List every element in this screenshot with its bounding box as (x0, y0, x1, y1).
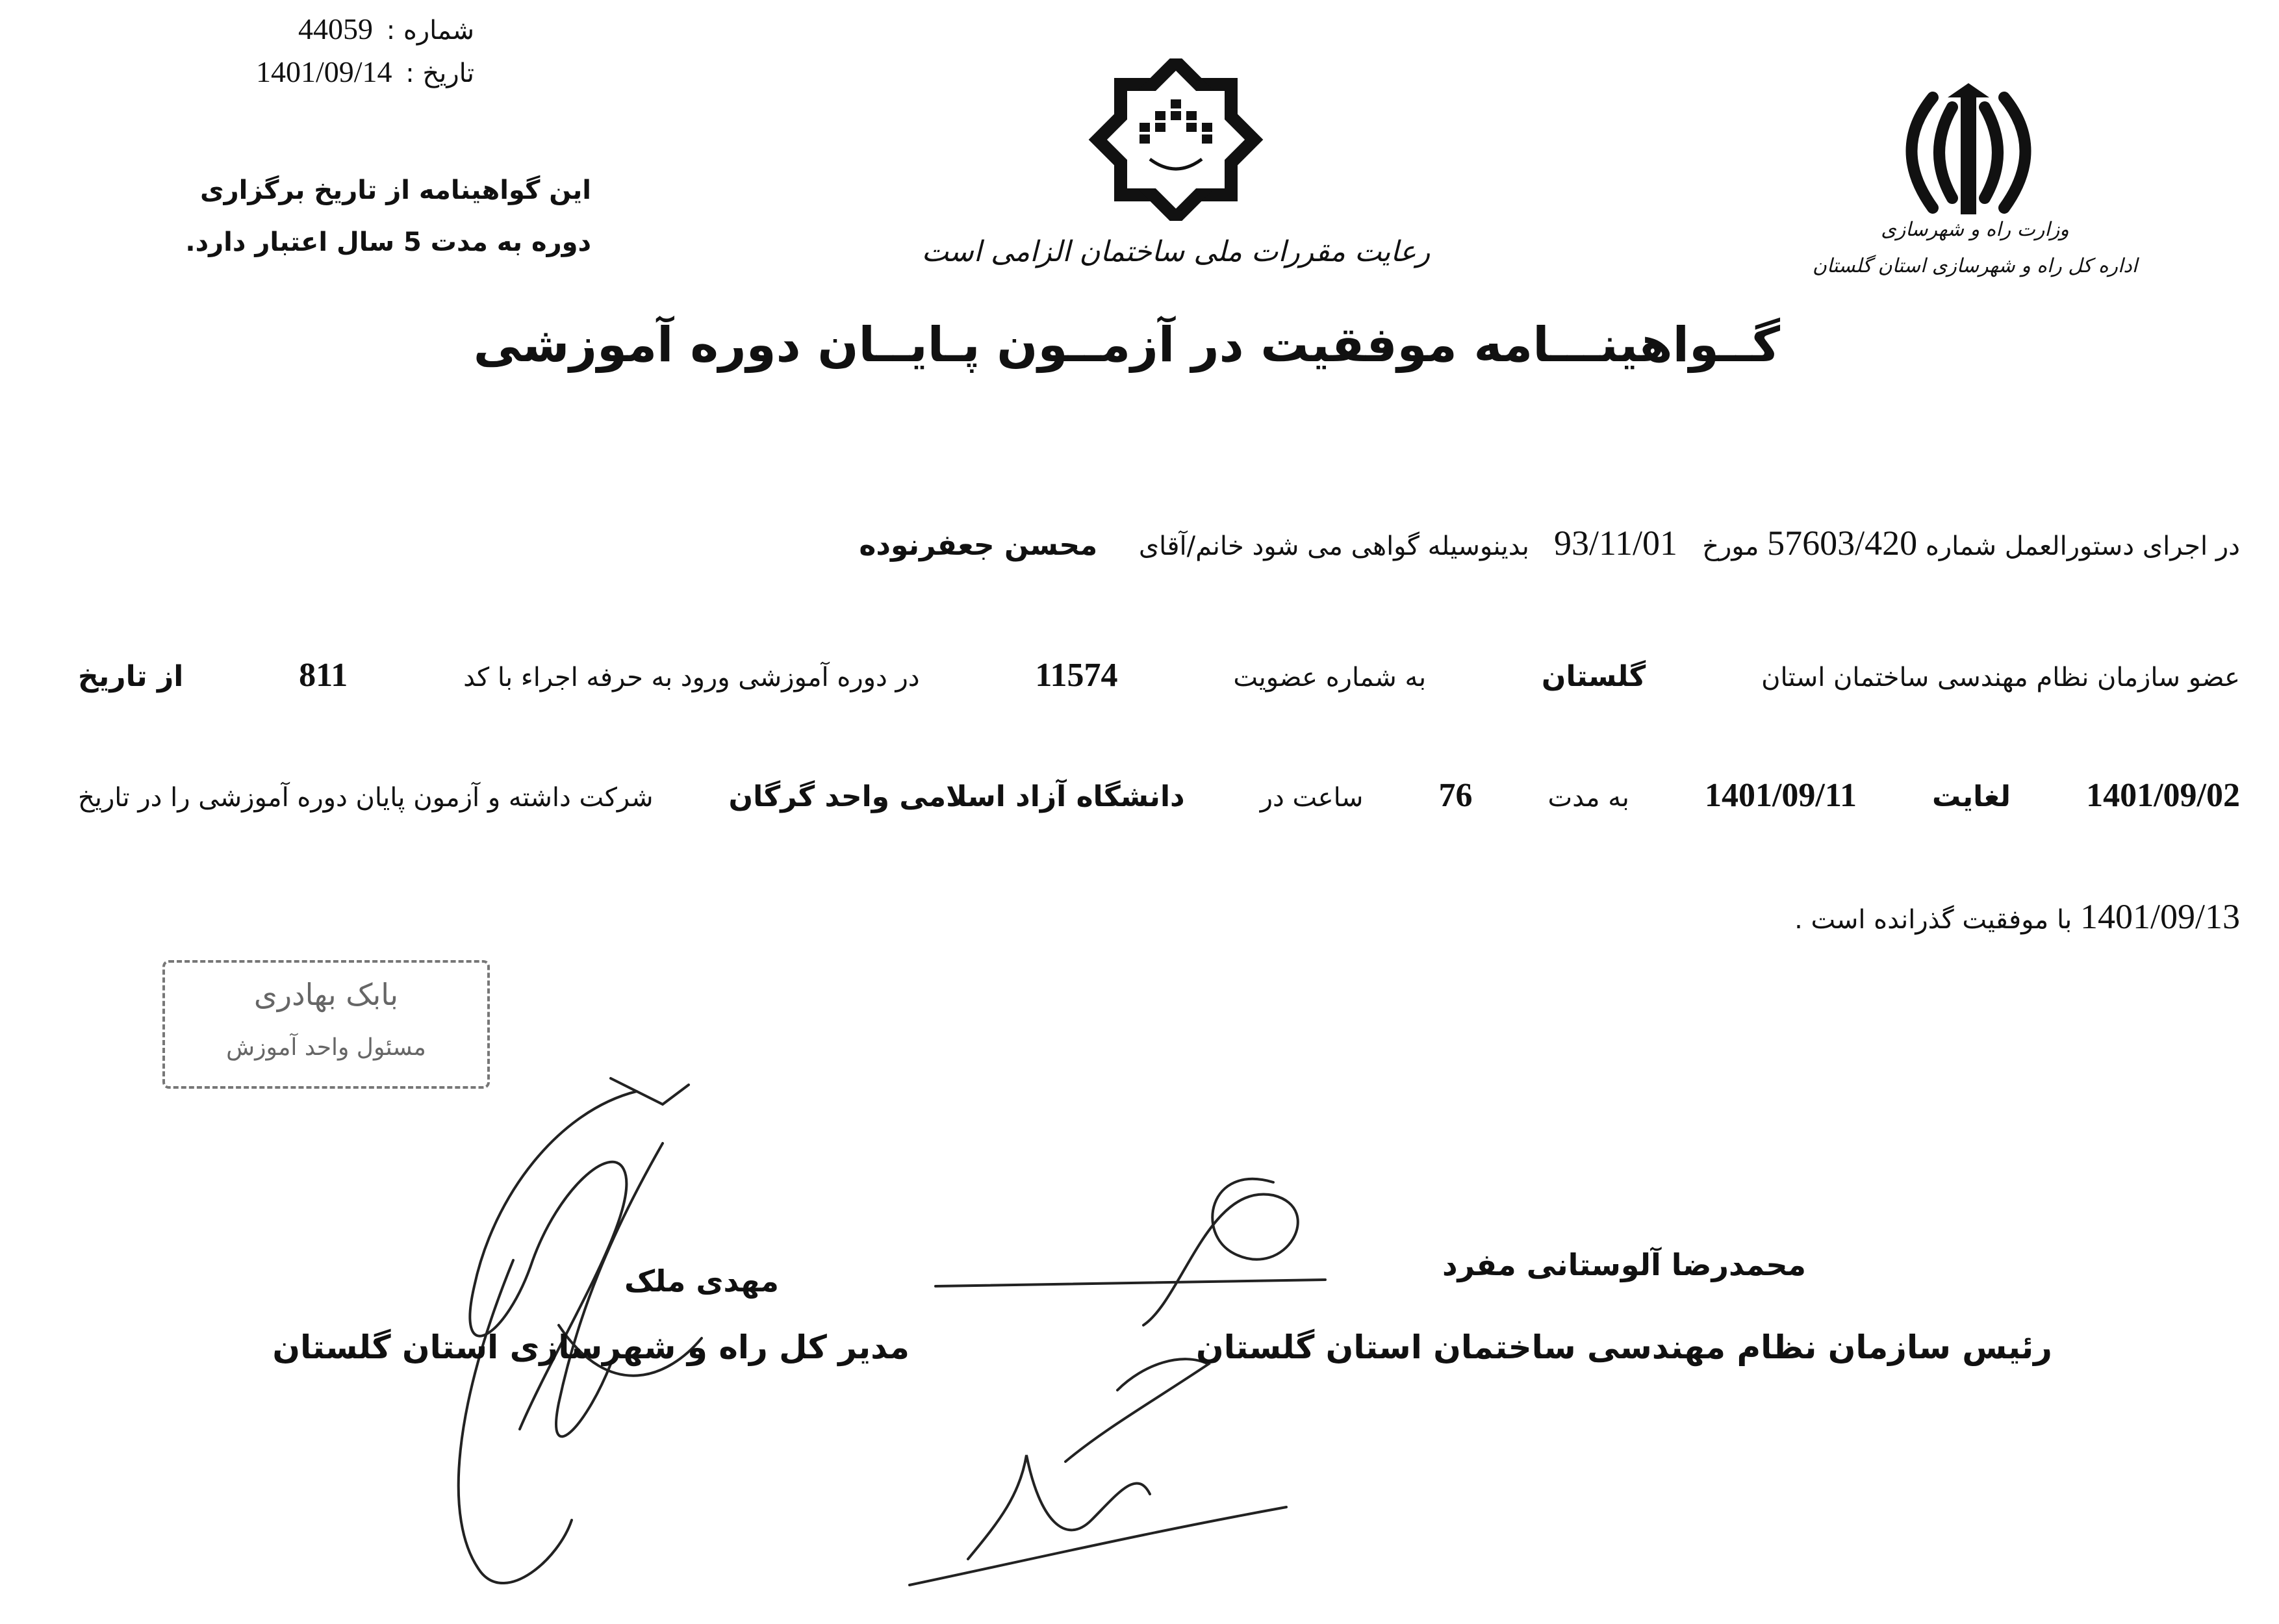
emblem-caption: رعایت مقررات ملی ساختمان الزامی است (921, 235, 1431, 268)
line3-text-a: لغایت (1932, 780, 2011, 813)
holder-name: محسن جعفرنوده (859, 529, 1098, 562)
line1-text-b: مورخ (1702, 531, 1759, 561)
number-label: شماره : (386, 16, 474, 45)
line3-text-b: به مدت (1547, 783, 1629, 813)
letter-number (286, 12, 474, 46)
institute-name: دانشگاه آزاد اسلامی واحد گرگان (728, 780, 1185, 813)
left-signatory-title: مدیر کل راه و شهرسازی استان گلستان (272, 1328, 910, 1366)
body-line-4 (1169, 896, 2240, 937)
star-emblem-icon (1065, 58, 1286, 221)
line2-text-d: از تاریخ (78, 660, 184, 693)
course-hours: 76 (1438, 777, 1473, 814)
body-line-3 (78, 776, 2240, 815)
number-value: 44059 (298, 12, 373, 45)
course-end-date: 1401/09/11 (1704, 777, 1857, 814)
course-code: 811 (299, 657, 348, 694)
directive-number: 57603/420 (1767, 524, 1918, 563)
line2-text-a: عضو سازمان نظام مهندسی ساختمان استان (1761, 663, 2240, 692)
stamp-line1: بابک بهادری (253, 977, 399, 1012)
ministry-line2: اداره کل راه و شهرسازی استان گلستان (1812, 255, 2138, 277)
validity-note-line1: این گواهینامه از تاریخ برگزاری (199, 175, 591, 205)
exam-date: 1401/09/13 (2080, 897, 2240, 936)
date-value: 1401/09/14 (255, 55, 392, 88)
validity-note-line2: دوره به مدت 5 سال اعتبار دارد. (185, 227, 591, 257)
directive-date: 93/11/01 (1554, 524, 1678, 563)
iran-emblem (1871, 78, 2066, 227)
stamp-line2: مسئول واحد آموزش (226, 1034, 426, 1061)
right-signatory-title: رئیس سازمان نظام مهندسی ساختمان استان گلستان (1196, 1328, 2052, 1366)
line1-text-a: در اجرای دستورالعمل شماره (1925, 531, 2240, 561)
line3-text-d: شرکت داشته و آزمون پایان دوره آموزشی را در تاریخ (78, 783, 654, 813)
right-signatory-name: محمدرضا آلوستانی مفرد (1442, 1247, 1807, 1282)
line2-text-c: در دوره آموزشی ورود به حرفه اجراء با کد (463, 663, 920, 692)
body-line-2 (78, 656, 2240, 694)
course-start-date: 1401/09/02 (2086, 777, 2240, 814)
membership-number: 11574 (1035, 657, 1118, 694)
letter-date (221, 55, 474, 89)
left-signatory-name: مهدی ملک (624, 1263, 779, 1299)
line2-text-b: به شماره عضویت (1233, 663, 1427, 692)
certificate-title: گــواهینـــامه موفقیت در آزمــون پـایــان دوره آموزشی (473, 317, 1780, 373)
signature-scribble-center (871, 1156, 1403, 1605)
ministry-line1: وزارت راه و شهرسازی (1881, 218, 2069, 241)
line4-text: با موفقیت گذرانده است . (1794, 905, 2072, 935)
line3-text-c: ساعت در (1260, 783, 1364, 813)
province-name: گلستان (1541, 660, 1646, 693)
date-label: تاریخ : (405, 58, 474, 88)
body-line-1 (533, 523, 2240, 563)
building-regulations-emblem (1065, 58, 1286, 221)
allah-emblem-icon (1871, 78, 2066, 227)
line1-text-c: بدینوسیله گواهی می شود خانم/آقای (1138, 531, 1529, 561)
